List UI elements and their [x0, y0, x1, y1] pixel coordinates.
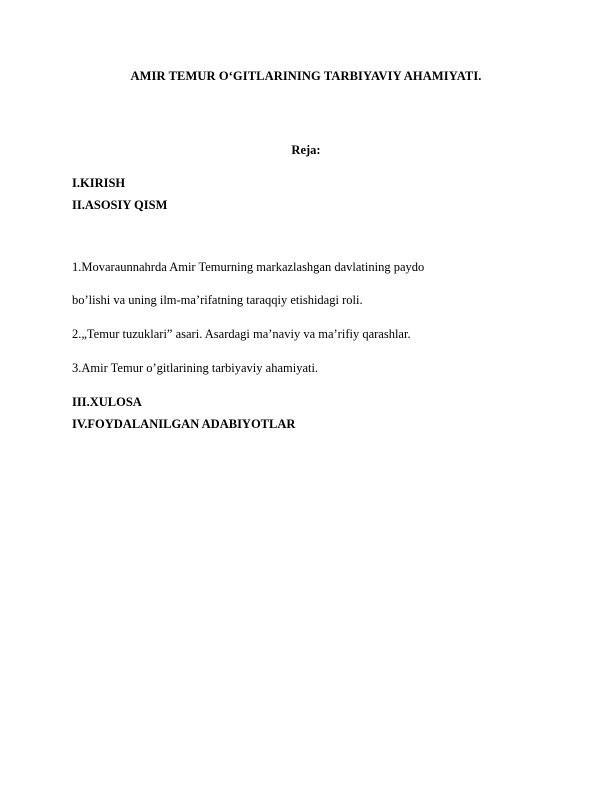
plan-heading: Reja: [291, 143, 321, 157]
section-references: IV.FOYDALANILGAN ADABIYOTLAR [72, 417, 296, 431]
section-introduction: I.KIRISH [72, 176, 126, 190]
subsection-2: 2.„Temur tuzuklari” asari. Asardagi ma’naviy va ma’rifiy qarashlar. [72, 327, 411, 341]
subsection-3: 3.Amir Temur o’gitlarining tarbiyaviy ahamiyati. [72, 361, 319, 375]
document-title: AMIR TEMUR O‘GITLARINING TARBIYAVIY AHAMIYATI. [130, 69, 482, 83]
subsection-1-line-1: 1.Movaraunnahrda Amir Temurning markazlashgan davlatining paydo [72, 260, 425, 274]
section-conclusion: III.XULOSA [72, 395, 142, 409]
subsection-1-line-2: bo’lishi va uning ilm-ma’rifatning taraqqiy etishidagi roli. [72, 293, 363, 307]
section-main-part: II.ASOSIY QISM [72, 198, 168, 212]
